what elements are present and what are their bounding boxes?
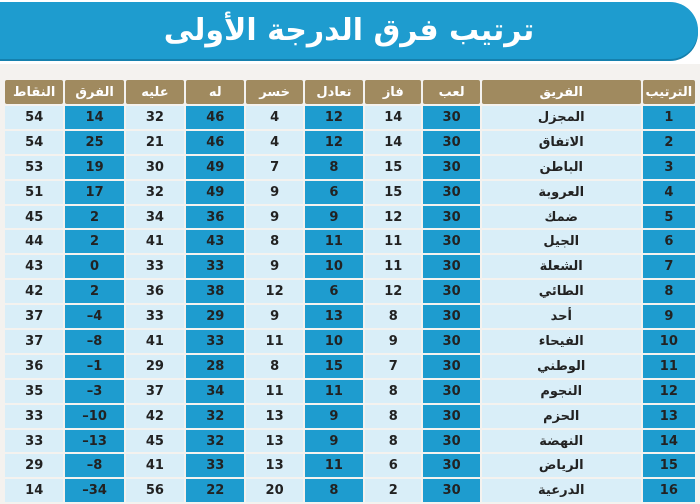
header-drawn: تعادل [305,80,363,104]
lost-cell: 13 [246,430,302,453]
team-cell: أحد [482,305,641,328]
drawn-cell: 6 [305,280,363,303]
drawn-cell: 9 [305,206,363,229]
lost-cell: 11 [246,380,302,403]
played-cell: 30 [423,255,479,278]
table-row [5,156,695,179]
won-cell: 8 [365,305,421,328]
played-cell: 30 [423,206,479,229]
for-cell: 36 [186,206,244,229]
played-cell: 30 [423,280,479,303]
diff-cell: 1– [65,355,123,378]
diff-cell: 8– [65,454,123,477]
lost-cell: 4 [246,106,302,129]
page-title: ترتيب فرق الدرجة الأولى [163,13,535,48]
against-cell: 29 [126,355,184,378]
for-cell: 33 [186,330,244,353]
lost-cell: 13 [246,454,302,477]
diff-cell: 3– [65,380,123,403]
against-cell: 34 [126,206,184,229]
header-row [5,80,695,104]
table-row [5,280,695,303]
for-cell: 43 [186,230,244,253]
against-cell: 30 [126,156,184,179]
for-cell: 29 [186,305,244,328]
lost-cell: 9 [246,206,302,229]
rank-cell: 13 [643,405,695,428]
rank-cell: 12 [643,380,695,403]
header-rank: الترتيب [643,80,695,104]
against-cell: 33 [126,255,184,278]
won-cell: 14 [365,131,421,154]
drawn-cell: 9 [305,430,363,453]
played-cell: 30 [423,330,479,353]
lost-cell: 9 [246,181,302,204]
rank-cell: 3 [643,156,695,179]
against-cell: 33 [126,305,184,328]
title-banner [0,0,700,64]
lost-cell: 7 [246,156,302,179]
points-cell: 33 [5,430,63,453]
diff-cell: 2 [65,230,123,253]
lost-cell: 20 [246,479,302,502]
drawn-cell: 12 [305,106,363,129]
won-cell: 15 [365,181,421,204]
diff-cell: 2 [65,206,123,229]
drawn-cell: 11 [305,230,363,253]
points-cell: 37 [5,305,63,328]
for-cell: 32 [186,405,244,428]
lost-cell: 4 [246,131,302,154]
rank-cell: 7 [643,255,695,278]
diff-cell: 0 [65,255,123,278]
table-row [5,479,695,502]
drawn-cell: 10 [305,255,363,278]
points-cell: 14 [5,479,63,502]
team-cell: الشعلة [482,255,641,278]
table-row [5,380,695,403]
played-cell: 30 [423,156,479,179]
against-cell: 41 [126,330,184,353]
table-row [5,181,695,204]
table-row [5,305,695,328]
team-cell: الحزم [482,405,641,428]
for-cell: 28 [186,355,244,378]
won-cell: 12 [365,280,421,303]
won-cell: 11 [365,230,421,253]
for-cell: 38 [186,280,244,303]
diff-cell: 8– [65,330,123,353]
against-cell: 41 [126,454,184,477]
points-cell: 54 [5,106,63,129]
header-team: الفريق [482,80,641,104]
team-cell: الفيحاء [482,330,641,353]
diff-cell: 25 [65,131,123,154]
table-body [5,106,695,502]
header-points: النقاط [5,80,63,104]
team-cell: الباطن [482,156,641,179]
played-cell: 30 [423,454,479,477]
for-cell: 46 [186,106,244,129]
header-against: عليه [126,80,184,104]
against-cell: 42 [126,405,184,428]
lost-cell: 9 [246,305,302,328]
for-cell: 49 [186,156,244,179]
header-for: له [186,80,244,104]
team-cell: ضمك [482,206,641,229]
header-lost: خسر [246,80,302,104]
rank-cell: 14 [643,430,695,453]
rank-cell: 8 [643,280,695,303]
played-cell: 30 [423,430,479,453]
rank-cell: 1 [643,106,695,129]
won-cell: 7 [365,355,421,378]
won-cell: 14 [365,106,421,129]
points-cell: 45 [5,206,63,229]
table-row [5,106,695,129]
played-cell: 30 [423,181,479,204]
points-cell: 54 [5,131,63,154]
points-cell: 43 [5,255,63,278]
played-cell: 30 [423,405,479,428]
drawn-cell: 11 [305,454,363,477]
drawn-cell: 9 [305,405,363,428]
team-cell: الجيل [482,230,641,253]
played-cell: 30 [423,131,479,154]
points-cell: 42 [5,280,63,303]
won-cell: 9 [365,330,421,353]
team-cell: الطائي [482,280,641,303]
team-cell: العروبة [482,181,641,204]
diff-cell: 34– [65,479,123,502]
points-cell: 36 [5,355,63,378]
diff-cell: 13– [65,430,123,453]
team-cell: الرياض [482,454,641,477]
for-cell: 22 [186,479,244,502]
played-cell: 30 [423,355,479,378]
against-cell: 56 [126,479,184,502]
table-row [5,330,695,353]
played-cell: 30 [423,230,479,253]
rank-cell: 16 [643,479,695,502]
won-cell: 8 [365,430,421,453]
diff-cell: 10– [65,405,123,428]
for-cell: 46 [186,131,244,154]
diff-cell: 2 [65,280,123,303]
drawn-cell: 8 [305,479,363,502]
lost-cell: 8 [246,355,302,378]
for-cell: 32 [186,430,244,453]
team-cell: الوطني [482,355,641,378]
diff-cell: 4– [65,305,123,328]
team-cell: النهضة [482,430,641,453]
for-cell: 34 [186,380,244,403]
lost-cell: 8 [246,230,302,253]
rank-cell: 6 [643,230,695,253]
table-row [5,131,695,154]
drawn-cell: 13 [305,305,363,328]
against-cell: 32 [126,181,184,204]
table-row [5,230,695,253]
rank-cell: 2 [643,131,695,154]
diff-cell: 14 [65,106,123,129]
against-cell: 45 [126,430,184,453]
points-cell: 44 [5,230,63,253]
table-row [5,206,695,229]
against-cell: 36 [126,280,184,303]
rank-cell: 4 [643,181,695,204]
against-cell: 32 [126,106,184,129]
points-cell: 37 [5,330,63,353]
played-cell: 30 [423,106,479,129]
won-cell: 2 [365,479,421,502]
lost-cell: 11 [246,330,302,353]
for-cell: 33 [186,454,244,477]
standings-table [3,78,697,504]
played-cell: 30 [423,479,479,502]
won-cell: 6 [365,454,421,477]
table-row [5,255,695,278]
played-cell: 30 [423,380,479,403]
rank-cell: 10 [643,330,695,353]
won-cell: 11 [365,255,421,278]
drawn-cell: 8 [305,156,363,179]
points-cell: 29 [5,454,63,477]
team-cell: المجزل [482,106,641,129]
against-cell: 21 [126,131,184,154]
drawn-cell: 12 [305,131,363,154]
lost-cell: 13 [246,405,302,428]
table-row [5,355,695,378]
won-cell: 8 [365,405,421,428]
table-row [5,405,695,428]
for-cell: 33 [186,255,244,278]
header-played: لعب [423,80,479,104]
header-won: فاز [365,80,421,104]
rank-cell: 9 [643,305,695,328]
won-cell: 15 [365,156,421,179]
rank-cell: 15 [643,454,695,477]
lost-cell: 9 [246,255,302,278]
table-row [5,430,695,453]
team-cell: النجوم [482,380,641,403]
points-cell: 53 [5,156,63,179]
team-cell: الاتفاق [482,131,641,154]
rank-cell: 11 [643,355,695,378]
drawn-cell: 11 [305,380,363,403]
points-cell: 51 [5,181,63,204]
drawn-cell: 15 [305,355,363,378]
drawn-cell: 10 [305,330,363,353]
header-diff: الفرق [65,80,123,104]
points-cell: 33 [5,405,63,428]
against-cell: 37 [126,380,184,403]
rank-cell: 5 [643,206,695,229]
diff-cell: 19 [65,156,123,179]
title-pill [0,2,698,59]
lost-cell: 12 [246,280,302,303]
won-cell: 12 [365,206,421,229]
diff-cell: 17 [65,181,123,204]
team-cell: الدرعية [482,479,641,502]
table-row [5,454,695,477]
won-cell: 8 [365,380,421,403]
drawn-cell: 6 [305,181,363,204]
points-cell: 35 [5,380,63,403]
played-cell: 30 [423,305,479,328]
for-cell: 49 [186,181,244,204]
against-cell: 41 [126,230,184,253]
